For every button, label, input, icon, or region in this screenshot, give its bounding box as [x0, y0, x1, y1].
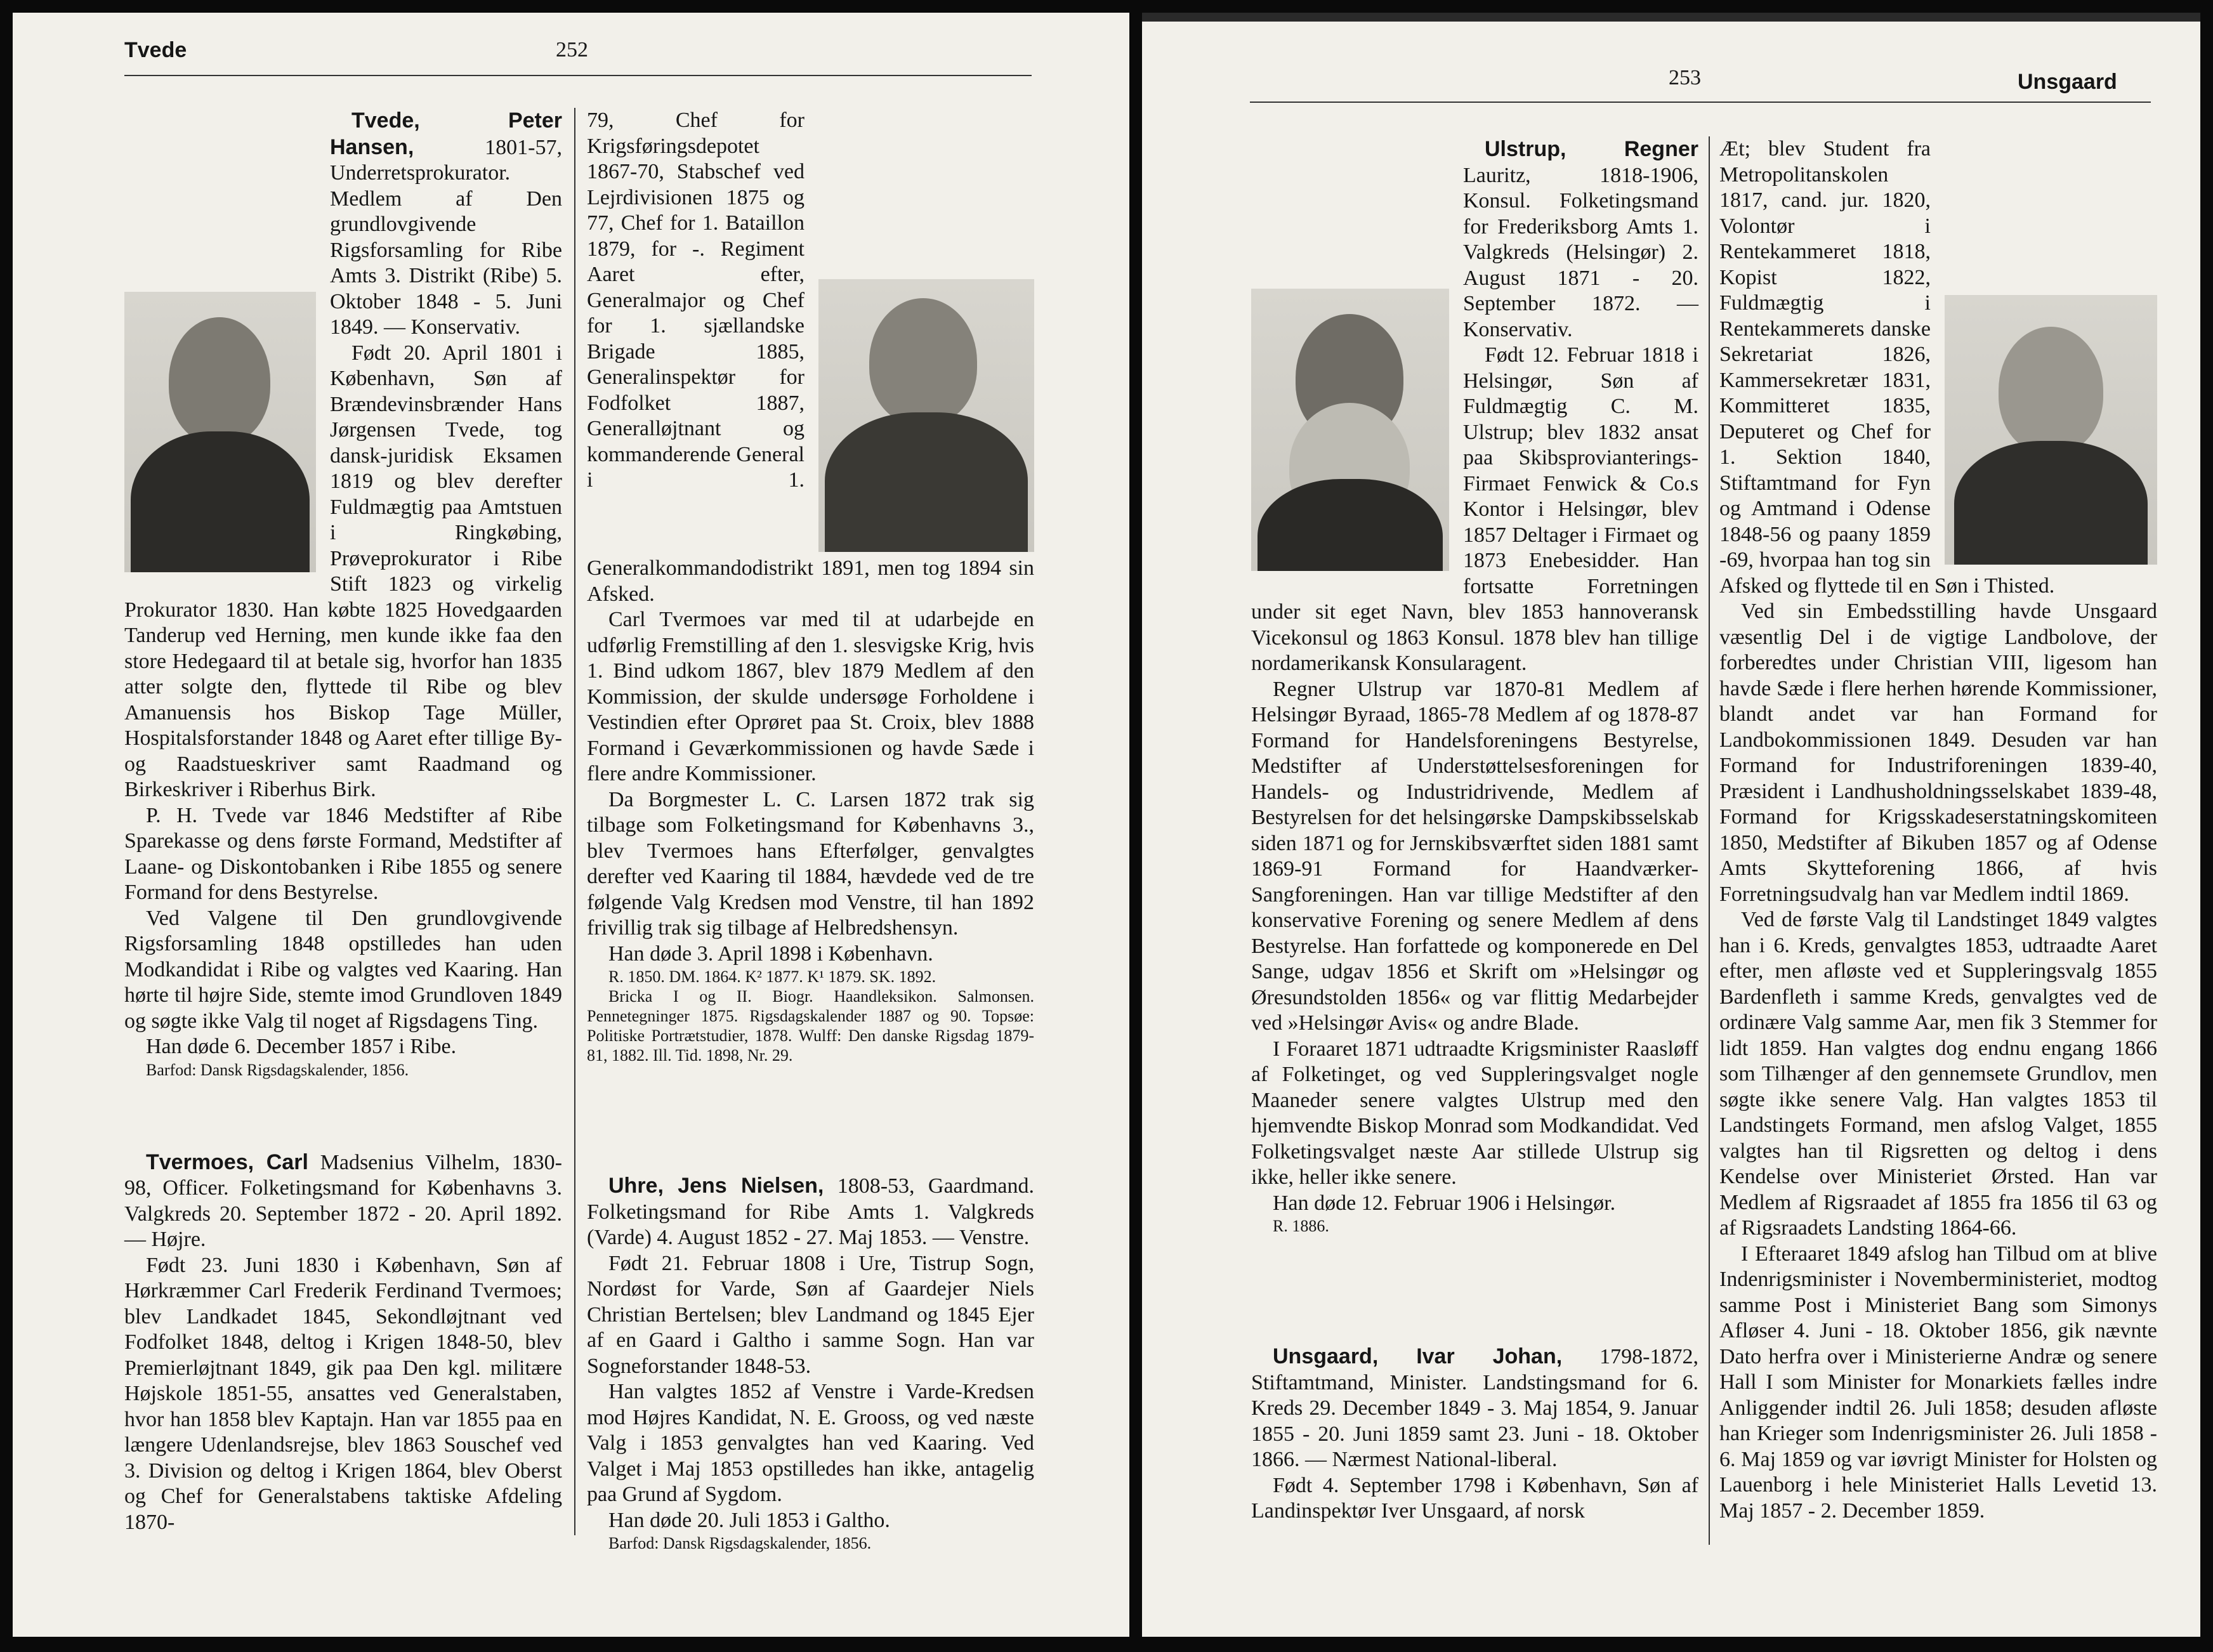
reference-note: R. 1850. DM. 1864. K² 1877. K¹ 1879. SK. 1892.: [608, 967, 936, 986]
page-number: 253: [1669, 66, 1701, 89]
paragraph: Født 4. September 1798 i København, Søn af Landinspektør Iver Unsgaard, af norsk: [1251, 1473, 1698, 1523]
paragraph: Født 20. April 1801 i København, Søn af Brændevinsbrænder Hans Jørgensen Tvede, tog dansk-juridisk Eksamen 1819 og blev derefter Fuldmægtig paa Amtstuen i Ringkøbing, Prøveprokurator i Ribe Stift 1823 og virkelig Prokurator 1830. Han købte 1825 Hovedgaarden Tanderup ved Herning, men kunde ikke faa den store Hedegaard til at betale sig, hvorfor han 1835 atter solgte den, flyttede til Ribe og blev Amanuensis hos Biskop Tage Müller, Hospitalsforstander 1848 og Aaret efter tillige By- og Raadstueskriver samt Raadmand og Birkeskriver i Riberhus Birk.: [124, 341, 562, 801]
portrait-ulstrup: [1251, 289, 1449, 571]
paragraph: Han valgtes 1852 af Venstre i Varde-Kredsen mod Højres Kandidat, N. E. Grooss, og ved næste Valg i 1853 genvalgtes han ved Kaaring. Ved Valget i Maj 1853 opstilledes han ikke, antagelig paa Grund af Sygdom.: [587, 1380, 1034, 1506]
entry-summary: Lauritz, 1818-1906, Konsul. Folketingsmand for Frederiksborg Amts 1. Valgkreds (Helsingør) 2. August 1871 - 20. September 1872. — Konservativ.: [1463, 163, 1698, 341]
paragraph: Ved sin Embedsstilling havde Unsgaard væsentlig Del i de vigtige Landbolove, der forberedtes under Christian VIII, ligesom han havde Sæde i flere herhen hørende Kommissioner, blandt andet var han Formand for Landbokommissionen 1849. Desuden var han Formand for Industriforeningen 1839-40, Præsident i Landhusholdningsselskabet 1839-48, Formand for Krigsskadeserstatningskomiteen 1850, Medstifter af Bikuben 1857 og af Odense Amts Skytteforening 1866, af hvis Forretningsudvalg han var Medlem indtil 1869.: [1719, 600, 2157, 906]
paragraph: I Efteraaret 1849 afslog han Tilbud om at blive Indenrigsminister i Novemberministeriet, modtog samme Post i Ministeriet Bang som Simonys Afløser 4. Juni - 18. Oktober 1856, gik nævnte Dato herfra over i Ministerierne Andræ og senere Hall I som Minister for Monarkiets fælles indre Anliggender indtil 26. Juli 1858; desuden afløste han Krieger som Indenrigsminister 26. Juli 1858 - 6. Maj 1859 og var iøvrigt Minister for Holsten og Lauenborg i hele Ministeriet Halls Levetid 13. Maj 1857 - 2. December 1859.: [1719, 1242, 2157, 1523]
paragraph: Regner Ulstrup var 1870-81 Medlem af Helsingør Byraad, 1865-78 Medlem af og 1878-87 Formand for Handelsforeningens Bestyrelse, Medstifter af Understøttelsesforeningen for Handels- og Industridrivende, Medlem af Bestyrelsen for det helsingørske Dampskibsselskab siden 1871 og for Jernskibsværftet siden 1881 samt 1869-91 Formand for Haandværker-Sangforeningen. Han var tillige Medstifter af den konservative Forening og senere Medlem af dens Bestyrelse. Han forfattede og komponerede en Del Sange, udgav 1856 et Skrift om »Helsingør og Øresundstolden 1856« og var flittig Medarbejder ved »Helsingør Avis« og andre Blade.: [1251, 677, 1698, 1035]
page-number: 252: [556, 38, 588, 62]
entry-summary: 1798-1872, Stiftamtmand, Minister. Landstingsmand for 6. Kreds 29. December 1849 - 3. Maj 1854, 9. Januar 1855 - 20. Juni 1859 samt 23. Juni - 18. Oktober 1866. — Nærmest National-liberal.: [1251, 1345, 1698, 1471]
paragraph: Født 23. Juni 1830 i København, Søn af Hørkræmmer Carl Frederik Ferdinand Tvermoes; blev Landkadet 1845, Sekondløjtnant ved Fodfolket 1848, deltog i Krigen 1848-50, blev Premierløjtnant 1849, gik paa Den kgl. militære Højskole 1851-55, ansattes ved Generalstaben, hvor han 1858 blev Kaptajn. Han var 1855 paa en længere Udenlandsrejse, blev 1863 Souschef ved 3. Division og deltog i Krigen 1864, blev Oberst og Chef for Generalstabens taktiske Afdeling 1870-: [124, 1253, 562, 1534]
entry-heading: [1251, 1344, 1698, 1473]
entry-gap: [1251, 1236, 1698, 1344]
entry-gap: [587, 1065, 1034, 1173]
paragraph-continued: Æt; blev Student fra Metropolitanskolen 1817, cand. jur. 1820, Volontør i Rentekammeret 1818, Kopist 1822, Fuldmægtig i Rentekammerets danske Sekretariat 1826, Kammersekretær 1831, Kommitteret 1835, Deputeret og Chef for 1. Sektion 1840, Stiftamtmand for Fyn og Amtmand i Odense 1848-56 og paany 1859 -69, hvorpaa han tog sin Afsked og flyttede til en Søn i Thisted.: [1719, 137, 2055, 598]
paragraph: Han døde 20. Juli 1853 i Galtho.: [608, 1508, 890, 1532]
running-head-name: Tvede: [124, 38, 187, 62]
entry-heading: [587, 1173, 1034, 1251]
entry-summary: 1808-53, Gaardmand. Folketingsmand for Ribe Amts 1. Valgkreds (Varde) 4. August 1852 - 27. Maj 1853. — Venstre.: [587, 1174, 1035, 1249]
scan-edge: [1142, 13, 2200, 22]
entry-name: Tvermoes, Carl: [146, 1150, 308, 1174]
entry-heading: [124, 1150, 562, 1253]
paragraph: I Foraaret 1871 udtraadte Krigsminister Raasløff af Folketinget, og ved Suppleringsvalget nogle Maaneder senere valgtes Ulstrup med den hjemvendte Biskop Monrad som Modkandidat. Ved Folketingsvalget næste Aar stillede Ulstrup sig ikke, heller ikke senere.: [1251, 1037, 1698, 1189]
right-column-2: [1719, 136, 2157, 1524]
right-column-1: [1251, 136, 1698, 1524]
left-page: [13, 13, 1129, 1637]
header-rule: [1250, 102, 2151, 103]
header-rule: [124, 75, 1032, 76]
column-rule: [574, 108, 575, 1535]
entry-name: Uhre, Jens Nielsen,: [608, 1174, 824, 1198]
running-head-name: Unsgaard: [2018, 70, 2117, 94]
right-page: [1142, 13, 2200, 1637]
entry-summary: Madsenius Vilhelm, 1830-98, Officer. Folketingsmand for Københavns 3. Valgkreds 20. September 1872 - 20. April 1892. — Højre.: [124, 1150, 563, 1251]
paragraph: Da Borgmester L. C. Larsen 1872 trak sig tilbage som Folketingsmand for Københavns 3., blev Tvermoes hans Efterfølger, genvalgtes derefter ved Kaaring til 1884, hævdede ved de tre følgende Valg Kredsen mod Venstre, til han 1892 frivillig trak sig tilbage af Helbredshensyn.: [587, 787, 1034, 940]
reference-note: R. 1886.: [1273, 1217, 1329, 1235]
left-column-2: [587, 108, 1034, 1553]
reference-note: Bricka I og II. Biogr. Haandleksikon. Salmonsen. Pennetegninger 1875. Rigsdagskalender 1887 og 90. Topsøe: Politiske Portrætstudier, 1878. Wulff: Den danske Rigsdag 1879-81, 1882. Ill. Tid. 1898, Nr. 29.: [587, 987, 1034, 1065]
left-column-1: [124, 108, 562, 1535]
portrait-unsgaard: [1945, 295, 2157, 565]
paragraph: Ved Valgene til Den grundlovgivende Rigsforsamling 1848 opstilledes han uden Modkandidat i Ribe og valgtes ved Kaaring. Han hørte til højre Side, stemte imod Grundloven 1849 og søgte ikke Valg til noget af Rigsdagens Ting.: [124, 906, 562, 1033]
portrait-tvermoes: [818, 279, 1034, 552]
column-rule: [1709, 136, 1710, 1545]
paragraph: Carl Tvermoes var med til at udarbejde en udførlig Fremstilling af den 1. slesvigske Krig, hvis 1. Bind udkom 1867, blev 1879 Medlem af den Kommission, der skulde undersøge Forholdene i Vestindien efter Oprøret paa St. Croix, blev 1888 Formand i Geværkommissionen og havde Sæde i flere andre Kommissioner.: [587, 608, 1034, 785]
entry-gap: [124, 1080, 562, 1150]
entry-name: Ulstrup, Regner: [1485, 137, 1698, 161]
entry-name: Tvede, Peter Hansen,: [330, 108, 562, 159]
portrait-tvede: [124, 292, 316, 572]
paragraph: P. H. Tvede var 1846 Medstifter af Ribe Sparekasse og dens første Formand, Medstifter af Laane- og Diskontobanken i Ribe 1855 og senere Formand for dens Bestyrelse.: [124, 803, 562, 904]
entry-summary: 1801-57, Underretsprokurator. Medlem af Den grundlovgivende Rigsforsamling for Ribe Amts 3. Distrikt (Ribe) 5. Oktober 1848 - 5. Juni 1849. — Konservativ.: [330, 135, 562, 339]
paragraph-continued: 79, Chef for Krigsføringsdepotet 1867-70, Stabschef ved Lejrdivisionen 1875 og 77, Chef for 1. Bataillon 1879, for -. Regiment Aaret efter, Generalmajor og Chef for 1. sjællandske Brigade 1885, Generalinspektør for Fodfolket 1887, Generalløjtnant og kommanderende General i 1. Generalkommandodistrikt 1891, men tog 1894 sin Afsked.: [587, 108, 1034, 606]
reference-note: Barfod: Dansk Rigsdagskalender, 1856.: [608, 1534, 872, 1552]
paragraph: Han døde 3. April 1898 i København.: [608, 941, 933, 966]
paragraph: Ved de første Valg til Landstinget 1849 valgtes han i 6. Kreds, genvalgtes 1853, udtraadte Aaret efter, men afløste ved et Suppleringsvalg 1855 Bardenfleth i samme Kreds, genvalgtes ved de ordinære Valg samme Aar, men fik 3 Stemmer for lidt 1859. Han valgtes dog endnu engang 1866 som Tilhænger af den gennemsete Grundlov, men søgte ikke senere Valg. Han valgtes 1853 til Landstingets Formand, men afslog Valget, 1855 valgtes han til Rigsretten og deltog i dens Kendelse over Ministeriet Ørsted. Han var Medlem af Rigsraadet af 1855 fra 1856 til 63 og af Rigsraadets Landsting 1864-66.: [1719, 908, 2157, 1240]
reference-note: Barfod: Dansk Rigsdagskalender, 1856.: [146, 1060, 409, 1079]
paragraph: Født 12. Februar 1818 i Helsingør, Søn af Fuldmægtig C. M. Ulstrup; blev 1832 ansat paa Skibsprovianterings-Firmaet Fenwick & Co.s Kontor i Helsingør, blev 1857 Deltager i Firmaet og 1873 Enebesidder. Han fortsatte Forretningen under sit eget Navn, blev 1853 hannoveransk Vicekonsul og 1863 Konsul. 1878 blev han tillige nordamerikansk Konsularagent.: [1251, 343, 1698, 675]
paragraph: Født 21. Februar 1808 i Ure, Tistrup Sogn, Nordøst for Varde, Søn af Gaardejer Niels Christian Bertelsen; blev Landmand og 1845 Ejer af en Gaard i Galtho i samme Sogn. Han var Sogneforstander 1848-53.: [587, 1251, 1034, 1378]
paragraph: Han døde 12. Februar 1906 i Helsingør.: [1273, 1191, 1616, 1215]
paragraph: Han døde 6. December 1857 i Ribe.: [146, 1035, 457, 1058]
entry-name: Unsgaard, Ivar Johan,: [1273, 1344, 1563, 1368]
